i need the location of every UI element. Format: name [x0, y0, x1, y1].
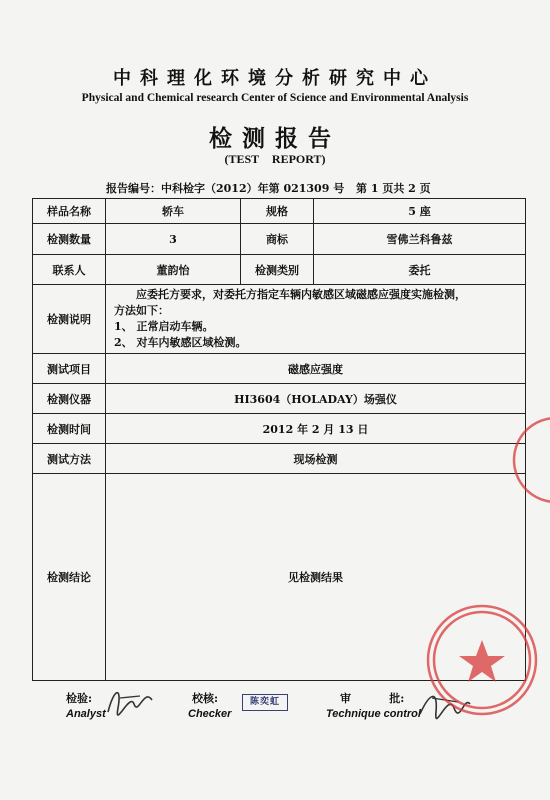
table-row	[33, 444, 526, 474]
table-row	[33, 354, 526, 384]
analyst-label-cn: 检验:	[66, 692, 93, 705]
contact-value: 董韵怡	[106, 255, 241, 285]
table-row	[33, 414, 526, 444]
table-row	[33, 224, 526, 255]
table-row	[33, 285, 526, 354]
contact-label: 联系人	[33, 255, 106, 285]
description-text	[106, 285, 526, 354]
brand-value: 雪佛兰科鲁兹	[314, 224, 526, 255]
checker-label-cn: 校核:	[192, 692, 219, 705]
description-line: 1、 正常启动车辆。	[114, 320, 214, 333]
description-line: 方法如下：	[114, 304, 169, 317]
approver-label-en: Technique control	[326, 708, 421, 720]
page-info: 第 1 页共 2 页	[356, 182, 431, 195]
instrument-label: 检测仪器	[33, 384, 106, 414]
conclusion-label: 检测结论	[33, 474, 106, 681]
description-line: 2、 对车内敏感区域检测。	[114, 336, 247, 349]
analyst-label-en: Analyst	[66, 708, 106, 720]
description-line: 应委托方要求，对委托方指定车辆内敏感区域磁感应强度实施检测，	[136, 288, 466, 301]
report-table	[32, 198, 526, 681]
spec-label: 规格	[241, 199, 314, 224]
instrument-value: HI3604（HOLADAY）场强仪	[106, 384, 526, 414]
report-title-cn: 检测报告	[209, 125, 341, 152]
org-name-cn: 中科理化环境分析研究中心	[113, 68, 437, 89]
test-time-value: 2012 年 2 月 13 日	[106, 414, 526, 444]
test-method-value: 现场检测	[106, 444, 526, 474]
test-method-label: 测试方法	[33, 444, 106, 474]
brand-label: 商标	[241, 224, 314, 255]
report-title-en: (TEST REPORT)	[224, 152, 326, 166]
table-row	[33, 255, 526, 285]
sample-name-value: 轿车	[106, 199, 241, 224]
conclusion-value: 见检测结果	[106, 474, 526, 681]
test-type-label: 检测类别	[241, 255, 314, 285]
table-row	[33, 384, 526, 414]
approver-label-cn: 审 批:	[340, 692, 405, 705]
test-time-label: 检测时间	[33, 414, 106, 444]
table-row	[33, 474, 526, 681]
test-item-value: 磁感应强度	[106, 354, 526, 384]
description-label: 检测说明	[33, 285, 106, 354]
quantity-value: 3	[106, 224, 241, 255]
quantity-label: 检测数量	[33, 224, 106, 255]
report-number: 报告编号：中科检字（2012）年第 021309 号	[106, 182, 345, 195]
checker-name-stamp: 陈奕虹	[242, 694, 288, 711]
checker-label-en: Checker	[188, 708, 232, 720]
signature-footer	[0, 688, 550, 728]
spec-value: 5 座	[314, 199, 526, 224]
test-item-label: 测试项目	[33, 354, 106, 384]
org-name-en: Physical and Chemical research Center of Science and Environmental Analysis	[81, 92, 469, 104]
test-type-value: 委托	[314, 255, 526, 285]
table-row	[33, 199, 526, 224]
sample-name-label: 样品名称	[33, 199, 106, 224]
